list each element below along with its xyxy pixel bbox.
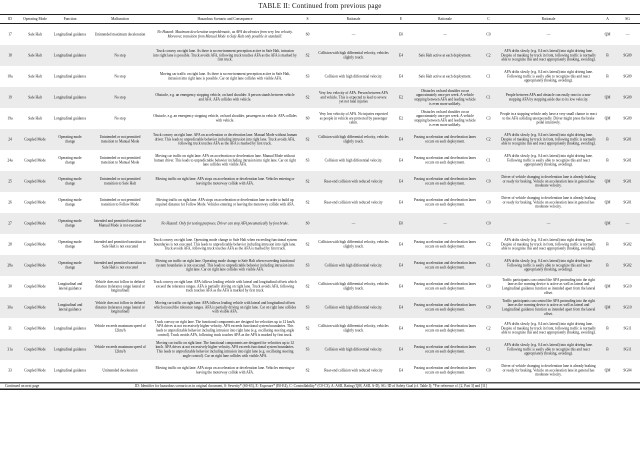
table-row [0, 24, 640, 46]
cell-controllability-rationale: — [546, 32, 551, 37]
header-severity-rationale: Rationale [315, 15, 392, 24]
cell-malfunction: Vehicle exceeds maximum speed of 12km/h [94, 345, 146, 354]
cell-exposure: E2 [399, 95, 403, 100]
header-exposure-rationale: Rationale [410, 15, 480, 24]
cell-safety-goal: SG02 [623, 263, 632, 268]
cell-malfunction: Vehicle does not follow in defined distance (tolerance range lateral or longitudinal) [95, 280, 145, 293]
cell-severity-rationale: Collision with high differential velocity. [324, 305, 383, 310]
cell-safety-goal: SG01 [623, 179, 632, 184]
cell-severity-rationale: Collision with high differential velocity. [324, 158, 383, 163]
cell-malfunction: Unintended deceleration [102, 368, 138, 373]
cell-hazardous-scenario: Truck convoy on right lane. As there is no environment perception active in Safe Halt, intrusion into right lane is possible. Truck avoids AFA, following truck touches AFA as the AFA is marked by first truck. [153, 49, 297, 62]
cell-asil: B [606, 326, 609, 331]
cell-operating-mode: Safe Halt [28, 32, 42, 37]
cell-severity-rationale: Collision with high differential velocity. [324, 347, 383, 352]
header-asil: A [600, 15, 615, 24]
table-row [0, 45, 640, 66]
cell-malfunction: Intended and permitted transition to Safe Halt is not executed [94, 240, 146, 249]
cell-exposure-rationale: Passing acceleration and deceleration lanes occurs on each deployment. [413, 345, 477, 354]
cell-malfunction: No stop [114, 53, 126, 58]
cell-severity-rationale: Collision with high differential velocity, vehicles slightly touch. [318, 324, 389, 333]
cell-hazardous-scenario: Obstacle, e.g. an emergency stopping vehicle, on hard shoulder, passengers in vehicle. AFA collides with vehicle. [153, 114, 297, 123]
cell-function: Longitudinal guidance [53, 53, 87, 58]
header-operating-mode: Operating Mode [20, 15, 50, 24]
cell-exposure-rationale: Passing acceleration and deceleration lanes occurs on each deployment. [413, 303, 477, 312]
cell-severity: S2 [305, 326, 310, 331]
cell-controllability: C0 [486, 368, 491, 373]
cell-exposure: E0 [399, 221, 403, 226]
cell-safety-goal: SG09 [623, 116, 632, 121]
cell-severity-rationale: Collision with high differential velocity. [324, 263, 383, 268]
cell-function: Operating mode change [58, 261, 82, 270]
table-row [0, 276, 640, 297]
cell-exposure: E4 [399, 137, 403, 142]
cell-operating-mode: Coupled Mode [24, 284, 46, 289]
cell-safety-goal: SG10 [623, 305, 632, 310]
cell-exposure-rationale: Obstacles on hard shoulder occur approximately once per week. A vehicle stopping between AFA and leading vehicle is even more unlikely. [414, 88, 476, 106]
cell-id: 25 [8, 179, 12, 184]
table-body [0, 24, 640, 382]
cell-exposure: E4 [399, 74, 403, 79]
cell-operating-mode: Coupled Mode [24, 158, 46, 163]
cell-exposure-rationale: Passing acceleration and deceleration lanes occurs on each deployment. [413, 282, 477, 291]
cell-asil: B [606, 158, 609, 163]
cell-safety-goal: SG11 [623, 347, 632, 352]
cell-controllability-rationale: — [546, 221, 551, 226]
cell-hazardous-scenario: No Hazard: Only for testing purposes. Driver can stop AFA pneumatically by foot brake. [161, 221, 289, 226]
cell-severity: S2 [305, 242, 310, 247]
header-exposure: E [392, 15, 410, 24]
cell-controllability: C2 [486, 53, 491, 58]
cell-controllability-rationale: AFA drifts slowly (e.g. 0.4 m/s lateral) into right driving lane. Despite of masking by truck in front, following traffic is normally able to recognize this and react appropriately (braking, avoiding). [501, 322, 596, 335]
cell-safety-goal: SG09 [623, 74, 632, 79]
cell-malfunction: Unintended or not permitted transition to Manual Mode [99, 156, 141, 165]
cell-severity-rationale: Rear-end collision with reduced velocity [324, 200, 383, 205]
header-malfunction: Malfunction [90, 15, 150, 24]
table-row [0, 297, 640, 318]
cell-exposure-rationale: — [443, 32, 447, 37]
table-footer [0, 382, 640, 390]
cell-severity: S0 [305, 32, 310, 37]
cell-exposure: E4 [399, 200, 403, 205]
cell-hazardous-scenario: Truck convoy on right lane. The functional components are designed for velocities up to 12 km/h. AFA drives at not excessively higher velocity. AFA exceeds functional system boundaries. This leads to unpredictable behavior including intrusion into right lane (e.g. oscillating steering angle control). Truck avoids AFA, following truck touches AFA as the AFA is marked by first truck. [154, 319, 296, 337]
cell-safety-goal: SG01 [623, 158, 632, 163]
cell-hazardous-scenario: No Hazard: Maximum deceleration unproblematic, as AFA decelerates from very low velocity. Moreover, transition from Manual Mode to Safe Halt only possible in standstill. [157, 30, 293, 39]
cell-exposure-rationale: Passing acceleration and deceleration lanes occurs on each deployment. [413, 324, 477, 333]
cell-exposure: E4 [399, 284, 403, 289]
cell-function: Operating mode change [58, 198, 82, 207]
cell-function: Longitudinal guidance [53, 95, 87, 100]
cell-severity: S2 [305, 179, 310, 184]
cell-hazardous-scenario: Moving traffic on right lane. AFA stops on acceleration or deceleration lane. Vehicles entering or leaving the motorway collide with AFA. [155, 366, 295, 375]
cell-controllability: C0 [486, 305, 491, 310]
cell-severity-rationale: Collision with high differential velocity. [324, 74, 383, 79]
table-row [0, 234, 640, 255]
cell-hazardous-scenario: Moving traffic on right lane. AFA stops on acceleration or deceleration lane. Vehicles entering or leaving the motorway collide with AFA. [155, 177, 295, 186]
cell-asil: B [606, 347, 609, 352]
cell-asil: QM [604, 32, 611, 37]
cell-operating-mode: Coupled Mode [24, 179, 46, 184]
cell-exposure-rationale: Passing acceleration and deceleration lanes occurs on each deployment. [413, 177, 477, 186]
header-safety-goal: SG [615, 15, 640, 24]
cell-malfunction: No stop [114, 116, 126, 121]
table-row [0, 87, 640, 108]
cell-hazardous-scenario: Moving traffic on right lane. AFA stops on acceleration or deceleration lane in order to build up required distance for Follow Mode. Vehicles entering or leaving the motorway collide with AFA. [155, 198, 295, 207]
cell-asil: QM [604, 95, 611, 100]
cell-function: Longitudinal guidance [53, 32, 87, 37]
header-controllability-rationale: Rationale [497, 15, 600, 24]
cell-hazardous-scenario: Truck convoy on right lane. AFA on acceleration or deceleration lane. Manual Mode without human driver. This leads to unpredictable behavior including intrusion into right lane. Truck avoids AFA, following truck touches AFA as the AFA is marked by first truck. [153, 133, 297, 146]
cell-severity: S3 [305, 158, 310, 163]
cell-asil: QM [604, 179, 611, 184]
cell-asil: QM [604, 284, 611, 289]
cell-id: 31a [7, 347, 13, 352]
cell-controllability: C0 [486, 179, 491, 184]
cell-operating-mode: Safe Halt [28, 95, 42, 100]
cell-controllability: C1 [486, 158, 491, 163]
cell-controllability: C0 [486, 221, 491, 226]
cell-function: Longitudinal guidance [53, 347, 87, 352]
cell-operating-mode: Coupled Mode [24, 242, 46, 247]
cell-asil: B [606, 74, 609, 79]
cell-exposure: E4 [399, 179, 403, 184]
header-controllability: C [480, 15, 497, 24]
cell-severity: S3 [305, 347, 310, 352]
table-row [0, 339, 640, 360]
cell-operating-mode: Coupled Mode [24, 137, 46, 142]
cell-controllability-rationale: AFA drifts slowly (e.g. 0.4 m/s lateral) into right driving lane. Following traffic is easily able to recognize this and react appropriately (braking, avoiding). [504, 154, 593, 167]
header-function: Function [50, 15, 90, 24]
table-row [0, 150, 640, 171]
cell-hazardous-scenario: Truck convoy on right lane. AFA follows leading vehicle with lateral and longitudinal offsets which exceed the tolerance ranges. AFA is partially driving on right lane. Truck avoids AFA, following truck touches AFA as the AFA is marked by first truck. [153, 280, 297, 293]
hazard-analysis-table [0, 14, 640, 381]
cell-operating-mode: Safe Halt [28, 53, 42, 58]
cell-function: Longitudinal guidance [53, 326, 87, 331]
cell-asil: QM [604, 200, 611, 205]
cell-exposure-rationale: — [443, 221, 447, 226]
table-header-row [0, 15, 640, 24]
cell-id: 28 [8, 242, 12, 247]
table-caption: TABLE II: Continued from previous page [258, 2, 382, 10]
cell-severity: S2 [305, 368, 310, 373]
cell-controllability: C2 [486, 326, 491, 331]
cell-controllability-rationale: Traffic participants can control the AFA protruding into the right lane as the warning device is active as well as lateral and Longitudinal guidance function as intended apart from the lateral offset. [501, 298, 596, 316]
cell-severity: S2 [305, 200, 310, 205]
cell-exposure-rationale: Safe Halt active at each deployment. [418, 74, 472, 79]
cell-id: 19 [8, 95, 12, 100]
cell-safety-goal: — [625, 221, 630, 226]
cell-safety-goal: — [625, 32, 630, 37]
cell-operating-mode: Coupled Mode [24, 368, 46, 373]
cell-id: 24 [8, 137, 12, 142]
cell-id: 24a [7, 158, 13, 163]
cell-severity: S0 [305, 116, 310, 121]
table-row [0, 192, 640, 213]
cell-malfunction: Intended and permitted transition to Safe Halt is not executed [94, 261, 146, 270]
cell-controllability: C0 [486, 32, 491, 37]
table-row [0, 213, 640, 234]
cell-severity-rationale: — [351, 221, 356, 226]
cell-id: 30 [8, 284, 12, 289]
cell-controllability: C1 [486, 74, 491, 79]
cell-exposure-rationale: Safe Halt active at each deployment. [418, 53, 472, 58]
cell-exposure-rationale: Passing acceleration and deceleration lanes occurs on each deployment. [413, 366, 477, 375]
cell-operating-mode: Safe Halt [28, 74, 42, 79]
cell-exposure-rationale: Passing acceleration and deceleration lanes occurs on each deployment. [413, 135, 477, 144]
cell-malfunction: Intended and permitted transition to Manual Mode is not executed [94, 219, 146, 228]
cell-asil: B [606, 137, 609, 142]
cell-safety-goal: SG01 [623, 200, 632, 205]
cell-safety-goal: SG02 [623, 242, 632, 247]
cell-malfunction: No stop [114, 74, 126, 79]
cell-asil: B [606, 242, 609, 247]
cell-function: Longitudinal guidance [53, 116, 87, 121]
table-row [0, 255, 640, 276]
cell-controllability-rationale: Driver of vehicle changing to deceleration lane is already braking or ready for braking. Vehicle on acceleration lane in general has moderate velocity. [501, 175, 596, 188]
cell-hazardous-scenario: Obstacle, e.g. an emergency stopping vehicle, on hard shoulder. A person stands between vehicle and AFA. AFA collides with vehicle. [155, 93, 295, 102]
cell-safety-goal: SG10 [623, 284, 632, 289]
cell-operating-mode: Coupled Mode [24, 347, 46, 352]
cell-severity: S0 [305, 221, 310, 226]
cell-controllability: C2 [486, 242, 491, 247]
cell-operating-mode: Coupled Mode [24, 200, 46, 205]
cell-controllability-rationale: Driver of vehicle changing to deceleration lane is already braking or ready for braking. Vehicle on acceleration lane in general has moderate velocity. [501, 364, 596, 377]
cell-controllability-rationale: AFA drifts slowly (e.g. 0.4 m/s lateral) into right driving lane. Following traffic is easily able to recognize this and react appropriately (braking, avoiding). [504, 259, 593, 272]
cell-function: Operating mode change [58, 135, 82, 144]
header-severity: S [300, 15, 315, 24]
cell-hazardous-scenario: Moving car traffic on right lane. Operating mode change to Safe Halt when exceeding functional system boundaries is not executed. This leads to unpredictable behavior including intrusion into right lane. Car on right lane collides with visible AFA. [155, 259, 295, 272]
cell-exposure: E4 [399, 305, 403, 310]
cell-controllability: C0 [486, 200, 491, 205]
cell-controllability-rationale: AFA drifts slowly (e.g. 0.4 m/s lateral) into right driving lane. Following traffic is easily able to recognize this and react appropriately (braking, avoiding). [504, 70, 593, 83]
cell-controllability: C3 [486, 116, 491, 121]
continued-note: Continued on next page [5, 384, 40, 388]
cell-exposure-rationale: Passing acceleration and deceleration lanes occurs on each deployment. [413, 198, 477, 207]
cell-id: 31 [8, 326, 12, 331]
cell-exposure: E4 [399, 158, 403, 163]
cell-exposure: E4 [399, 347, 403, 352]
cell-exposure: E4 [399, 326, 403, 331]
cell-malfunction: No stop [114, 95, 126, 100]
cell-id: 18a [7, 74, 13, 79]
table-row [0, 66, 640, 87]
cell-malfunction: Unintended or not permitted transition to Follow Mode [99, 198, 141, 207]
cell-asil: QM [604, 221, 611, 226]
cell-function: Longitudinal guidance [53, 368, 87, 373]
cell-exposure-rationale: Passing acceleration and deceleration lanes occurs on each deployment. [413, 156, 477, 165]
cell-asil: QM [604, 116, 611, 121]
cell-id: 17 [8, 32, 12, 37]
cell-controllability-rationale: AFA drifts slowly (e.g. 0.4 m/s lateral) into right driving lane. Following traffic is easily able to recognize this and react appropriately (braking, avoiding). [504, 343, 593, 356]
cell-controllability-rationale: People in a stopping vehicle only have a very small chance to react to the AFA colliding unexpectedly. Driver might press the brake pedal intuitively. [500, 112, 597, 125]
cell-controllability-rationale: Driver of vehicle changing to deceleration lane is already braking or ready for braking. Vehicle on acceleration lane in general has moderate velocity. [501, 196, 596, 209]
cell-id: 28a [7, 263, 13, 268]
table-row [0, 108, 640, 129]
cell-exposure: E4 [399, 263, 403, 268]
cell-function: Operating mode change [58, 240, 82, 249]
cell-function: Operating mode change [58, 177, 82, 186]
cell-operating-mode: Coupled Mode [24, 221, 46, 226]
cell-id: 19a [7, 116, 13, 121]
cell-function: Operating mode change [58, 219, 82, 228]
header-hazardous-scenario: Hazardous Scenario and Consequence [150, 15, 300, 24]
cell-severity: S2 [305, 95, 310, 100]
cell-severity-rationale: Collision with high differential velocity, vehicles slightly touch. [318, 240, 389, 249]
cell-exposure-rationale: Passing acceleration and deceleration lanes occurs on each deployment. [413, 261, 477, 270]
cell-hazardous-scenario: Moving car traffic on right lane. AFA follows leading vehicle with lateral and longitudinal offsets which exceed the tolerance ranges. AFA is partially driving on right lane. Car on right lane collides with visible AFA. [153, 301, 297, 314]
cell-function: Operating mode change [58, 156, 82, 165]
cell-hazardous-scenario: Moving car traffic on right lane. As there is no environment perception active in Safe Halt, intrusion into right lane is possible. Car on right lane collides with visible AFA. [159, 72, 291, 81]
cell-id: 27 [8, 221, 12, 226]
cell-malfunction: Unintended or not permitted transition to Manual Mode [99, 135, 141, 144]
cell-malfunction: Vehicle does not follow in defined distance (tolerance range lateral or longitudinal) [95, 301, 145, 314]
cell-severity: S3 [305, 263, 310, 268]
cell-exposure: E4 [399, 53, 403, 58]
cell-controllability-rationale: AFA drifts slowly (e.g. 0.4 m/s lateral) into right driving lane. Despite of masking by truck in front, following traffic is normally able to recognize this and react appropriately (braking, avoiding). [501, 49, 596, 62]
cell-severity-rationale: Very low velocity of AFA. No injuries expected as people in vehicle are protected by passenger cabin. [319, 112, 388, 125]
cell-severity-rationale: Collision with high differential velocity, vehicles slightly touch. [318, 51, 389, 60]
cell-function: Longitudinal and lateral guidance [57, 303, 83, 312]
cell-exposure: E2 [399, 116, 403, 121]
cell-exposure-rationale: Passing acceleration and deceleration lanes occurs on each deployment. [413, 240, 477, 249]
cell-exposure: E0 [399, 32, 403, 37]
cell-controllability: C2 [486, 137, 491, 142]
cell-safety-goal: SG11 [623, 326, 632, 331]
cell-asil: QM [604, 305, 611, 310]
cell-controllability: C0 [486, 284, 491, 289]
cell-exposure-rationale: Obstacles on hard shoulder occur approximately once per week. A vehicle stopping between AFA and leading vehicle is even more unlikely. [414, 109, 476, 127]
table-row [0, 129, 640, 150]
cell-operating-mode: Safe Halt [28, 116, 42, 121]
legend-note: ID: Identifier for hazardous scenario as in original document, S: Severity* (S0-S3), E: Exposure* (E0-E4), C: Controllability* (C0-C3), A: ASIL Rating (QM, ASIL A-D), SG: ID of Safety Goal (cf. Table I); *For reference cf. [2, Part 3] and [11] [135, 384, 487, 388]
cell-safety-goal: SG09 [623, 95, 632, 100]
cell-controllability: C1 [486, 263, 491, 268]
cell-malfunction: Unintended maximum deceleration [94, 32, 146, 37]
cell-severity-rationale: Collision with high differential velocity, vehicles slightly touch. [318, 282, 389, 291]
cell-controllability-rationale: Traffic participants can control the AFA protruding into the right lane as the warning device is active as well as lateral and Longitudinal guidance function as intended apart from the lateral offset. [501, 277, 596, 295]
cell-safety-goal: SG01 [623, 137, 632, 142]
cell-controllability: C1 [486, 95, 491, 100]
table-row [0, 360, 640, 381]
cell-asil: B [606, 263, 609, 268]
table-row [0, 318, 640, 339]
cell-id: 33 [8, 368, 12, 373]
cell-hazardous-scenario: Truck convoy on right lane. Operating mode change to Safe Halt when exceeding functional system boundaries is not executed. This leads to unpredictable behavior including intrusion into right lane. Truck avoids AFA, following truck touches AFA as the AFA is marked by first truck. [153, 238, 297, 251]
cell-severity: S2 [305, 137, 310, 142]
cell-severity-rationale: Collision with high differential velocity, vehicles slightly touch. [318, 135, 389, 144]
cell-id: 26 [8, 200, 12, 205]
cell-exposure: E4 [399, 242, 403, 247]
cell-operating-mode: Coupled Mode [24, 326, 46, 331]
cell-id: 30a [7, 305, 13, 310]
cell-function: Longitudinal guidance [53, 74, 87, 79]
cell-severity: S3 [305, 305, 310, 310]
cell-exposure: E4 [399, 368, 403, 373]
cell-safety-goal: SG09 [623, 53, 632, 58]
cell-malfunction: Vehicle exceeds maximum speed of 12km/h [94, 324, 146, 333]
cell-controllability-rationale: AFA drifts slowly (e.g. 0.4 m/s lateral) into right driving lane. Despite of masking by truck in front, following traffic is normally able to recognize this and react appropriately (braking, avoiding). [501, 133, 596, 146]
cell-function: Longitudinal and lateral guidance [57, 282, 83, 291]
cell-severity: S3 [305, 74, 310, 79]
cell-asil: QM [604, 368, 611, 373]
cell-controllability-rationale: People between AFA and obstacle can easily react to a non-stopping AFA by stopping aside due to its low velocity. [505, 93, 592, 102]
header-id: ID [0, 15, 20, 24]
cell-asil: B [606, 53, 609, 58]
cell-operating-mode: Coupled Mode [24, 305, 46, 310]
cell-severity-rationale: Very low velocity of AFA. Person between AFA and vehicle. This is expected to lead to severe yet not fatal injuries [318, 91, 389, 104]
table-row [0, 171, 640, 192]
cell-severity-rationale: Rear-end collision with reduced velocity [324, 179, 383, 184]
cell-safety-goal: SG04 [623, 368, 632, 373]
cell-severity: S2 [305, 284, 310, 289]
cell-severity: S2 [305, 53, 310, 58]
cell-controllability-rationale: AFA drifts slowly (e.g. 0.4 m/s lateral) into right driving lane. Despite of masking by truck in front, following traffic is normally able to recognize this and react appropriately (braking, avoiding). [501, 238, 596, 251]
cell-hazardous-scenario: Moving car traffic on right lane. The functional components are designed for velocities up to 12 km/h. AFA drives at not excessively higher velocity. AFA exceeds functional system boundaries. This leads to unpredictable behavior including intrusion into right lane (e.g. oscillating steering angle control). Car on right lane collides with visible AFA. [155, 340, 295, 358]
cell-operating-mode: Coupled Mode [24, 263, 46, 268]
cell-severity-rationale: Rear-end collision with reduced velocity [324, 368, 383, 373]
cell-hazardous-scenario: Moving car traffic on right lane. AFA on acceleration or deceleration lane. Manual Mode without human driver. This leads to unpredictable behavior including intrusion into right lane. Car on right lane collides with visible AFA. [154, 154, 296, 167]
cell-malfunction: Unintended or not permitted transition to Safe Halt [99, 177, 141, 186]
cell-severity-rationale: — [351, 32, 356, 37]
cell-controllability: C1 [486, 347, 491, 352]
cell-id: 18 [8, 53, 12, 58]
